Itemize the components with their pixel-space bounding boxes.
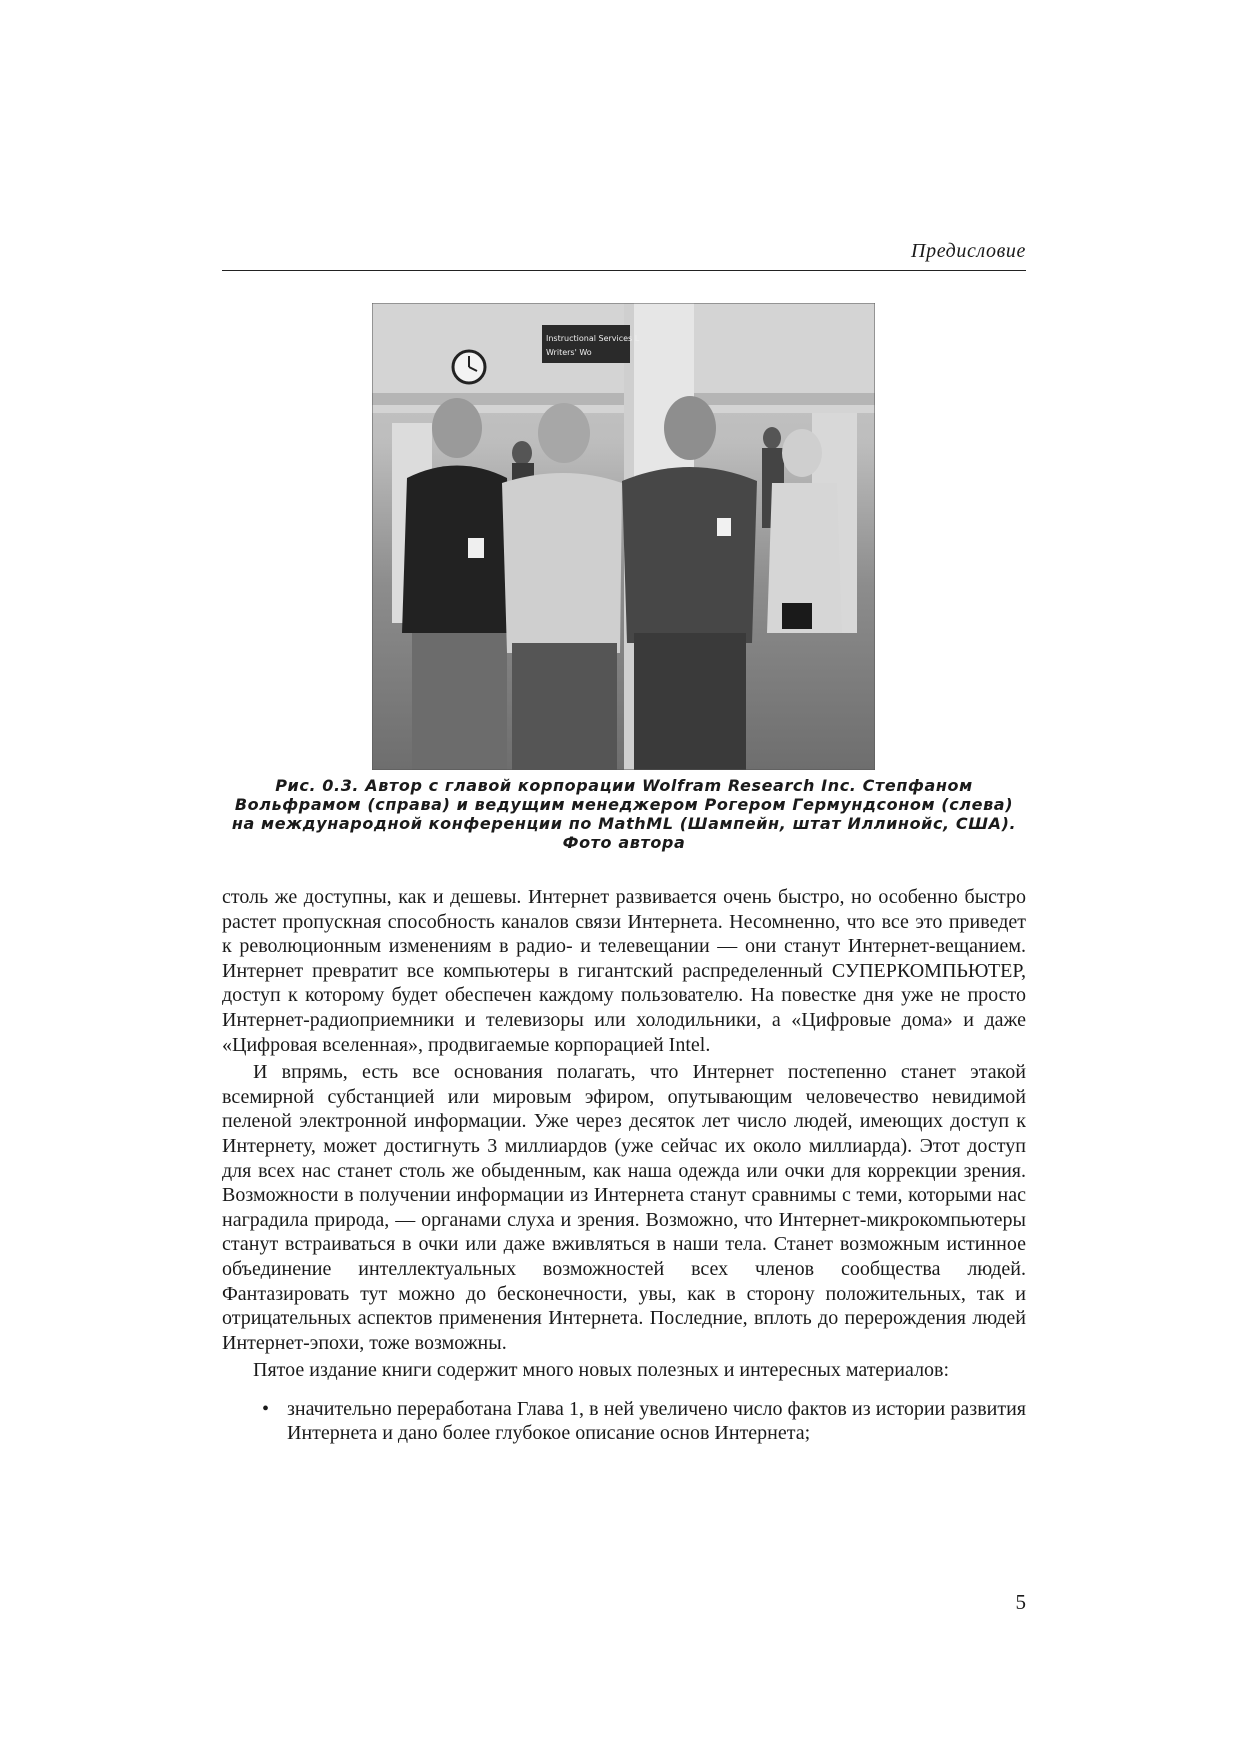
list-item-text: значительно переработана Глава 1, в ней увеличено число фактов из истории развития Интернета и дано более глубокое описание основ Интернета; <box>287 1397 1026 1445</box>
bullet-list <box>222 1397 1026 1446</box>
caption-line: Вольфрамом (справа) и ведущим менеджером Рогером Гермундсоном (слева) <box>234 795 1014 814</box>
caption-line: Фото автора <box>562 833 686 852</box>
figure-caption <box>222 776 1026 852</box>
wall-sign <box>542 325 640 363</box>
bullet-icon: • <box>262 1397 270 1420</box>
running-head <box>222 240 1026 271</box>
caption-line: Рис. 0.3. Автор с главой корпорации Wolfram Research Inc. Степфаном <box>275 776 973 795</box>
paragraph: столь же доступны, как и дешевы. Интернет развивается очень быстро, но особенно быстро растет пропускная способность каналов связи Интернета. Несомненно, что все это приведет к революционным изменениям в радио- и телевещании — они станут Интернет-вещанием. Интернет превратит все компьютеры в гигантский распределенный СУПЕРКОМПЬЮТЕР, доступ к которому будет обеспечен каждому пользователю. На повестке дня уже не просто Интернет-радиоприемники и телевизоры или холодильники, а «Цифровые дома» и даже «Цифровая вселенная», продвигаемые корпорацией Intel. <box>222 886 1026 1056</box>
paragraph: Пятое издание книги содержит много новых полезных и интересных материалов: <box>253 1359 950 1382</box>
wall-clock <box>453 351 485 383</box>
photo-illustration <box>372 303 875 770</box>
paragraph: И впрямь, есть все основания полагать, что Интернет постепенно станет этакой всемирной субстанцией или мировым эфиром, опутывающим человечество невидимой пеленой электронной информации. Уже через десяток лет число людей, имеющих доступ к Интернету, может достигнуть 3 миллиардов (уже сейчас их около миллиарда). Этот доступ для всех нас станет столь же обыденным, как наша одежда или очки для коррекции зрения. Возможности в получении информации из Интернета станут сравнимы с теми, которыми нас наградила природа, — органами слуха и зрения. Возможно, что Интернет-микрокомпьютеры станут встраиваться в очки или даже вживляться в наши тела. Станет возможным истинное объединение интеллектуальных возможностей всех членов сообщества людей. Фантазировать тут можно до бесконечности, увы, как в сторону положительных, так и отрицательных аспектов применения Интернета. Последние, вплоть до перерождения людей Интернет-эпохи, тоже возможны. <box>222 1061 1026 1354</box>
list-item <box>222 1397 1026 1446</box>
svg-text:Writers' Wo: Writers' Wo <box>546 348 592 357</box>
running-title: Предисловие <box>911 240 1026 262</box>
svg-text:Instructional Services L: Instructional Services L <box>546 334 640 343</box>
caption-line: на международной конференции по MathML (Шампейн, штат Иллинойс, США). <box>231 814 1017 833</box>
page-number: 5 <box>1015 1590 1026 1614</box>
figure-photo <box>372 303 875 770</box>
body-text <box>222 885 1026 1446</box>
